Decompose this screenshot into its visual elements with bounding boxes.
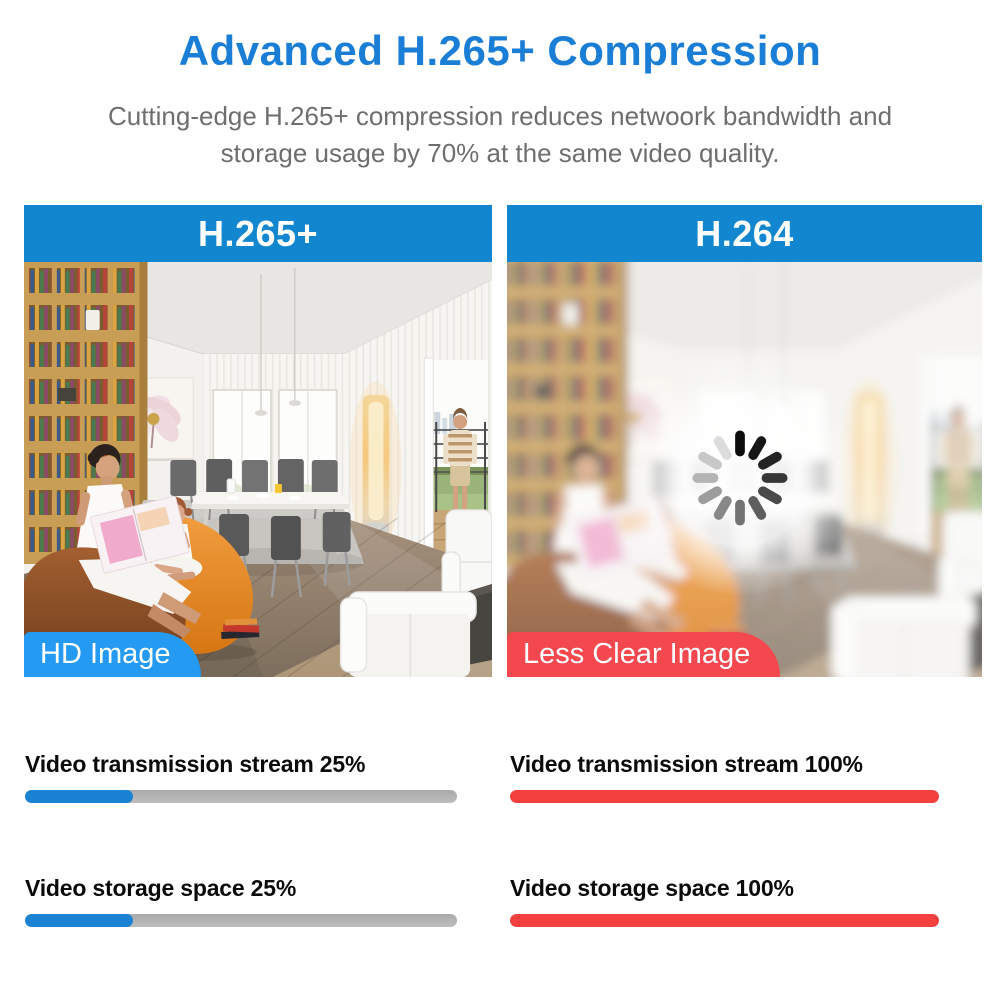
panel-h264-header: H.264 [507, 205, 982, 262]
room-photo-sharp [24, 262, 492, 677]
stat-label-storage-right: Video storage space 100% [510, 875, 794, 901]
progress-fill-storage-right [510, 914, 939, 927]
stat-label-transmission-right: Video transmission stream 100% [510, 751, 863, 777]
subtitle-line-1: Cutting-edge H.265+ compression reduces netwoork bandwidth and [107, 101, 893, 131]
stat-label-transmission-left: Video transmission stream 25% [25, 751, 366, 777]
progress-fill-transmission-left [25, 790, 133, 803]
room-photo-blurred [507, 262, 982, 677]
progress-fill-transmission-right [510, 790, 939, 803]
hd-image-badge: HD Image [24, 632, 201, 677]
panel-h265 [24, 205, 492, 677]
stat-label-storage-left: Video storage space 25% [25, 875, 297, 901]
panel-h265-header: H.265+ [24, 205, 492, 262]
less-clear-image-badge: Less Clear Image [507, 632, 780, 677]
page-title: Advanced H.265+ Compression [178, 27, 822, 74]
room-photo-sharp-svg [24, 262, 492, 677]
loading-spinner-icon [686, 424, 794, 532]
progress-bar-transmission-left [25, 790, 457, 803]
progress-bar-storage-left [25, 914, 457, 927]
progress-bar-transmission-right [510, 790, 939, 803]
progress-bar-storage-right [510, 914, 939, 927]
subtitle-line-2: storage usage by 70% at the same video quality. [220, 138, 780, 168]
panel-h264 [507, 205, 982, 677]
page-subtitle [0, 98, 1000, 172]
progress-fill-storage-left [25, 914, 133, 927]
